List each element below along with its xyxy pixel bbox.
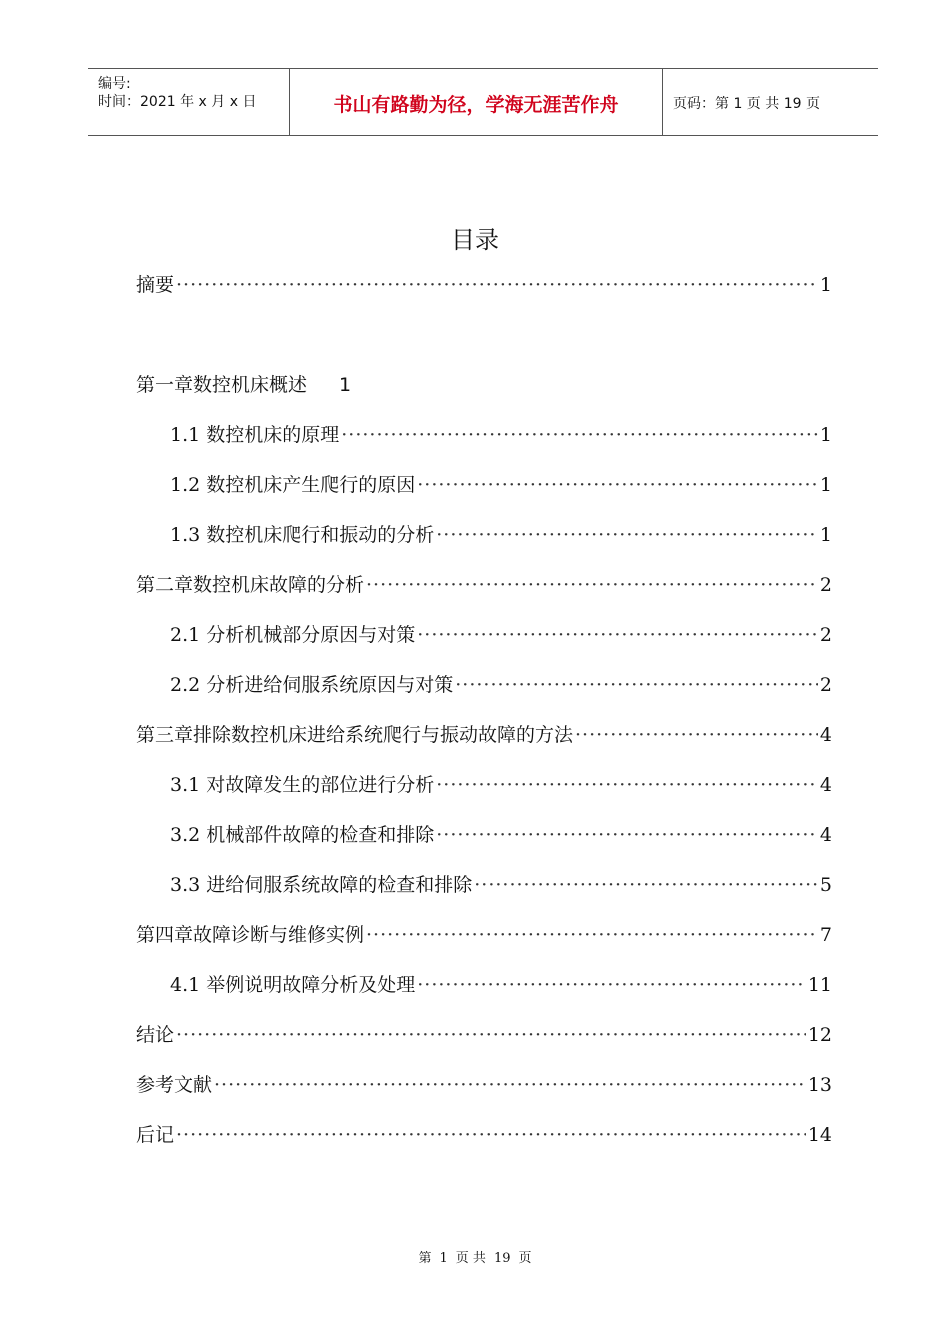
toc-entry-page: 14 (807, 1124, 832, 1146)
toc-entry-afterword[interactable] (136, 1120, 832, 1148)
toc-leader (176, 274, 818, 296)
toc-leader (474, 874, 818, 896)
toc-title: 目录 (451, 226, 499, 254)
toc-leader (366, 924, 818, 946)
toc-entry-text: 参考文献 (136, 1074, 213, 1096)
toc-leader (341, 424, 818, 446)
toc-leader (436, 824, 818, 846)
toc-entry-page: 12 (807, 1024, 832, 1046)
date-text: 时间：2021 年 x 月 x 日 (98, 94, 257, 110)
toc-leader (176, 1024, 806, 1046)
toc-entry-page: 2 (819, 574, 832, 596)
toc-entry-text: 第二章数控机床故障的分析 (136, 574, 365, 596)
toc-entry-text: 第三章排除数控机床进给系统爬行与振动故障的方法 (136, 724, 574, 746)
toc-leader (436, 774, 818, 796)
toc-entry-page: 1 (819, 524, 832, 546)
toc-entry-2-1[interactable] (170, 620, 832, 648)
toc-entry-text: 3.2 机械部件故障的检查和排除 (170, 824, 435, 846)
toc-entry-4-1[interactable] (170, 970, 832, 998)
toc-leader (214, 1074, 806, 1096)
toc-entry-page: 1 (819, 274, 832, 296)
toc-leader (417, 624, 818, 646)
toc-entry-text: 3.1 对故障发生的部位进行分析 (170, 774, 435, 796)
toc-entry-chapter-2[interactable] (136, 570, 832, 598)
toc-entry-page: 2 (819, 674, 832, 696)
toc-entry-page: 1 (819, 474, 832, 496)
toc-entry-text: 摘要 (136, 274, 175, 296)
toc-entry-3-3[interactable] (170, 870, 832, 898)
header-page-info: 页码：第 1 页 共 19 页 (673, 96, 820, 112)
toc-entry-text: 结论 (136, 1024, 175, 1046)
footer-middle: 页 共 (455, 1251, 486, 1266)
toc-entry-text: 第四章故障诊断与维修实例 (136, 924, 365, 946)
toc-entry-text: 1.3 数控机床爬行和振动的分析 (170, 524, 435, 546)
toc-entry-page: 11 (807, 974, 832, 996)
toc-entry-1-3[interactable] (170, 520, 832, 548)
toc-entry-page: 1 (339, 374, 352, 396)
header-page-cell (663, 69, 878, 135)
serial-label: 编号: (98, 76, 131, 92)
toc-entry-chapter-1[interactable] (136, 370, 832, 398)
toc-entry-page: 2 (819, 624, 832, 646)
toc-entry-abstract[interactable] (136, 270, 832, 298)
toc-entry-text: 后记 (136, 1124, 175, 1146)
toc-entry-text: 3.3 进给伺服系统故障的检查和排除 (170, 874, 473, 896)
footer-total-pages: 19 (493, 1251, 511, 1266)
toc-entry-2-2[interactable] (170, 670, 832, 698)
toc-entry-page: 7 (819, 924, 832, 946)
toc-leader (455, 674, 818, 696)
toc-entry-text: 第一章数控机床概述 (136, 374, 308, 396)
toc-leader (366, 574, 818, 596)
toc-entry-chapter-3[interactable] (136, 720, 832, 748)
toc-leader (417, 474, 818, 496)
footer-prefix: 第 (418, 1251, 432, 1266)
toc-entry-3-2[interactable] (170, 820, 832, 848)
toc-entry-conclusion[interactable] (136, 1020, 832, 1048)
toc-entry-references[interactable] (136, 1070, 832, 1098)
footer-current-page: 1 (439, 1251, 448, 1266)
toc-leader (176, 1124, 806, 1146)
page-footer (0, 1247, 950, 1266)
toc-entry-1-1[interactable] (170, 420, 832, 448)
toc-entry-page: 4 (819, 724, 832, 746)
toc-leader (575, 724, 818, 746)
toc-leader (417, 974, 806, 996)
page-header (88, 68, 878, 136)
toc-entry-text: 4.1 举例说明故障分析及处理 (170, 974, 416, 996)
motto-text: 书山有路勤为径，学海无涯苦作舟 (333, 94, 619, 116)
toc-entry-chapter-4[interactable] (136, 920, 832, 948)
toc-entry-text: 1.1 数控机床的原理 (170, 424, 340, 446)
toc-entry-page: 4 (819, 774, 832, 796)
toc-entry-text: 1.2 数控机床产生爬行的原因 (170, 474, 416, 496)
toc-entry-text: 2.2 分析进给伺服系统原因与对策 (170, 674, 454, 696)
footer-suffix: 页 (518, 1251, 532, 1266)
toc-entry-1-2[interactable] (170, 470, 832, 498)
toc-entry-page: 1 (819, 424, 832, 446)
toc-entry-page: 5 (819, 874, 832, 896)
header-info-cell (88, 69, 290, 135)
toc-entry-page: 13 (807, 1074, 832, 1096)
toc-entry-3-1[interactable] (170, 770, 832, 798)
toc-entry-page: 4 (819, 824, 832, 846)
toc-leader (436, 524, 818, 546)
header-motto-cell (290, 69, 663, 135)
toc-entry-text: 2.1 分析机械部分原因与对策 (170, 624, 416, 646)
